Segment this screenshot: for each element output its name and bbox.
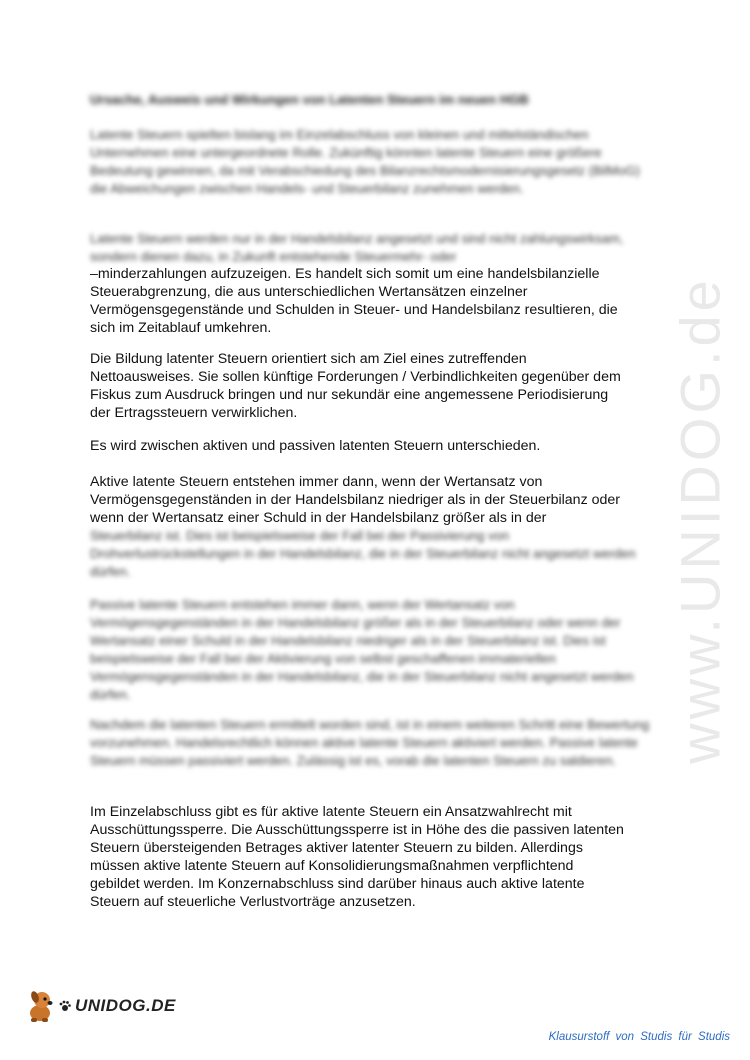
paragraph-line: Fiskus zum Ausdruck bringen und nur sekundär eine angemessene Periodisierung xyxy=(90,387,609,403)
paragraph-line: Vermögensgegenstände und Schulden in Steuer- und Handelsbilanz resultieren, die xyxy=(90,302,618,318)
paragraph-4 xyxy=(90,437,670,455)
paragraph-line: wenn der Wertansatz einer Schuld in der Handelsbilanz größer als in der xyxy=(90,510,547,526)
dog-mascot-icon xyxy=(25,988,59,1024)
paragraph-line: müssen aktive latente Steuern auf Konsolidierungsmaßnahmen verpflichtend xyxy=(90,858,574,874)
paragraph-8 xyxy=(90,803,670,911)
paragraph-line: Die Bildung latenter Steuern orientiert sich am Ziel eines zutreffenden xyxy=(90,351,527,367)
paragraph-line: Nettoausweises. Sie sollen künftige Forderungen / Verbindlichkeiten gegenüber dem xyxy=(90,369,621,385)
paragraph-line: –minderzahlungen aufzuzeigen. Es handelt sich somit um eine handelsbilanzielle xyxy=(90,266,600,282)
paragraph-line: Steuerabgrenzung, die aus unterschiedlichen Wertansätzen einzelner xyxy=(90,284,528,300)
paragraph-2 xyxy=(90,265,670,337)
paragraph-line: sich im Zeitablauf umkehren. xyxy=(90,320,272,336)
paw-icon xyxy=(59,1000,71,1012)
paragraph-5 xyxy=(90,473,670,527)
paragraph-line: der Ertragssteuern verwirklichen. xyxy=(90,405,298,421)
paragraph-line: Im Einzelabschluss gibt es für aktive latente Steuern ein Ansatzwahlrecht mit xyxy=(90,804,572,820)
paragraph-7-blurred: Nachdem die latenten Steuern ermittelt worden sind, ist in einem weiteren Schritt eine Bewertung vorzunehmen. Handelsrechtlich können aktive latente Steuern aktiviert werden. Passive latente Steuern müssen passiviert werden. Zulässig ist es, vorab die latenten Steuern zu saldieren. xyxy=(90,717,650,768)
paragraph-line: Steuern auf steuerliche Verlustvorträge anzusetzen. xyxy=(90,894,416,910)
unidog-logo[interactable] xyxy=(25,988,176,1024)
paragraph-line: Vermögensgegenständen in der Handelsbilanz niedriger als in der Steuerbilanz oder xyxy=(90,492,621,508)
paragraph-3 xyxy=(90,350,670,422)
paragraph-line: Steuern übersteigenden Betrages aktiver latenter Steuern zu bilden. Allerdings xyxy=(90,840,583,856)
paragraph-1-blurred: Latente Steuern spielten bislang im Einzelabschluss von kleinen und mittelständischen Unternehmen eine untergeordnete Rolle. Zukünftig könnten latente Steuern eine größere Bedeutung gewinnen, da mit Verabschiedung des Bilanzrechtsmodernisierungsgesetz (BilMoG) die Abweichungen zwischen Handels- und Steuerbilanz zunehmen werden. xyxy=(90,127,640,196)
paragraph-5-blurred: Steuerbilanz ist. Dies ist beispielsweise der Fall bei der Passivierung von Drohverlustrückstellungen in der Handelsbilanz, die in der Steuerbilanz nicht angesetzt werden dürfen. xyxy=(90,528,636,579)
footer-slogan: Klausurstoff von Studis für Studis xyxy=(548,1031,730,1043)
paragraph-line: Aktive latente Steuern entstehen immer dann, wenn der Wertansatz von xyxy=(90,474,543,490)
watermark: www.UNIDOG.de xyxy=(668,276,732,764)
paragraph-6-blurred: Passive latente Steuern entstehen immer dann, wenn der Wertansatz von Vermögensgegenständen in der Handelsbilanz größer als in der Steuerbilanz oder wenn der Wertansatz einer Schuld in der Handelsbilanz niedriger als in der Steuerbilanz ist. Dies ist beispielsweise der Fall bei der Aktivierung von selbst geschaffenen immateriellen Vermögensgegenständen in der Handelsbilanz, die in der Steuerbilanz nicht angesetzt werden dürfen. xyxy=(90,597,634,702)
paragraph-line: Ausschüttungssperre. Die Ausschüttungssperre ist in Höhe des die passiven latenten xyxy=(90,822,624,838)
logo-text: UNIDOG.DE xyxy=(75,996,176,1015)
paragraph-2-blurred: Latente Steuern werden nur in der Handelsbilanz angesetzt und sind nicht zahlungswirksam, sondern dienen dazu, in Zukunft entstehende Steuermehr- oder xyxy=(90,231,624,264)
paragraph-line: Es wird zwischen aktiven und passiven latenten Steuern unterschieden. xyxy=(90,438,541,454)
document-title: Ursache, Ausweis und Wirkungen von Latenten Steuern im neuen HGB xyxy=(90,92,529,107)
paragraph-line: gebildet werden. Im Konzernabschluss sind darüber hinaus auch aktive latente xyxy=(90,876,585,892)
